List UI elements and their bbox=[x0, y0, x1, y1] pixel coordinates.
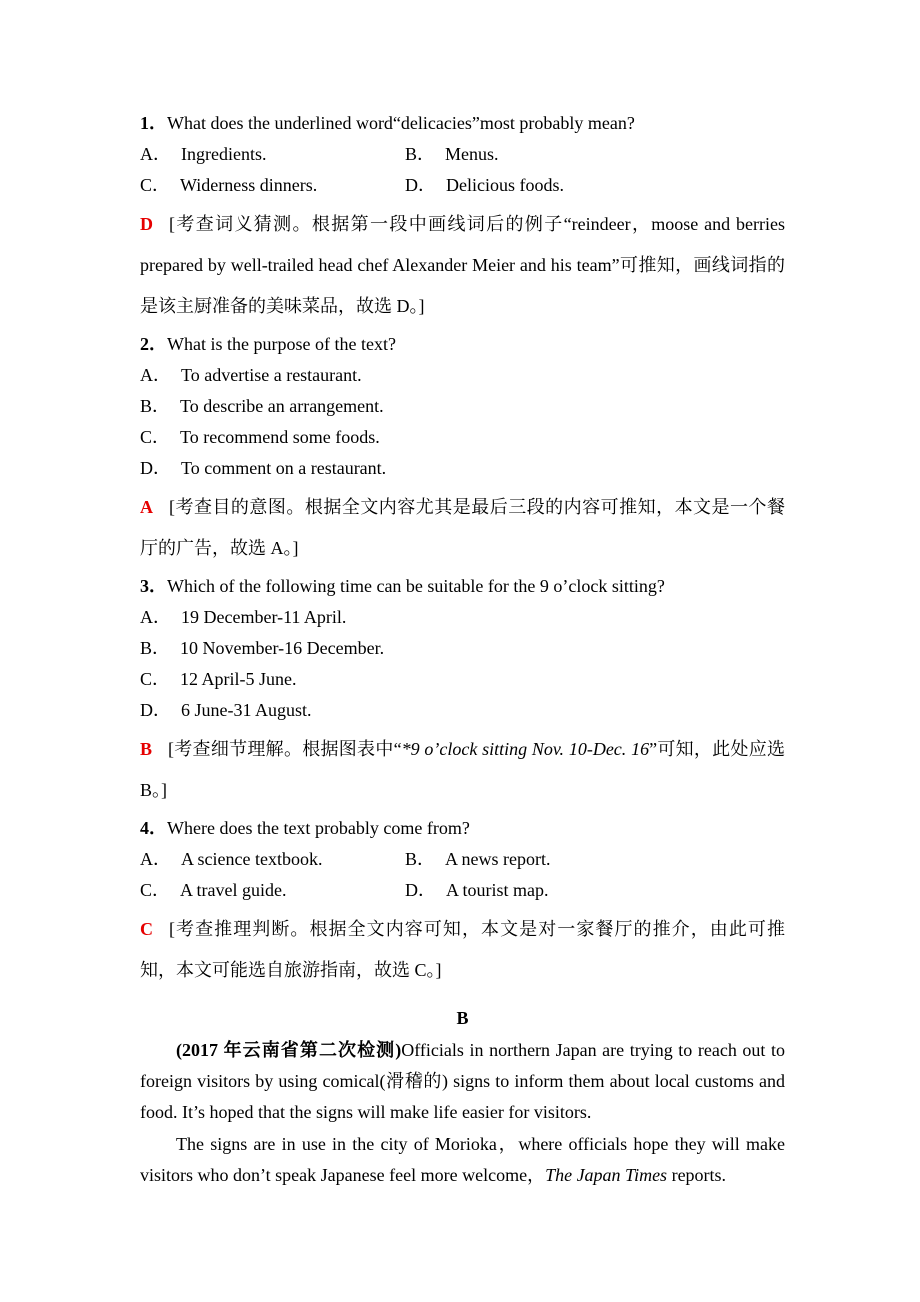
option-label: B． bbox=[405, 144, 436, 164]
option-b bbox=[140, 391, 785, 422]
explanation-text: [考查推理判断。根据全文内容可知，本文是对一家餐厅的推介，由此可推知，本文可能选自旅游指南，故选 C。] bbox=[140, 919, 785, 980]
option-label: C． bbox=[140, 175, 171, 195]
answer-letter: C bbox=[140, 919, 153, 939]
option-text: A tourist map. bbox=[446, 880, 549, 900]
option-text: A travel guide. bbox=[180, 880, 287, 900]
option-text: To comment on a restaurant. bbox=[181, 458, 387, 478]
answer-explanation bbox=[140, 729, 785, 811]
option-c bbox=[140, 422, 785, 453]
answer-explanation bbox=[140, 487, 785, 569]
option-a bbox=[140, 139, 405, 170]
question-stem-text: What does the underlined word“delicacies”most probably mean? bbox=[167, 113, 635, 133]
option-text: To describe an arrangement. bbox=[180, 396, 384, 416]
option-text: To advertise a restaurant. bbox=[181, 365, 362, 385]
question-stem bbox=[140, 813, 785, 844]
answer-letter: A bbox=[140, 497, 153, 517]
option-label: C． bbox=[140, 669, 171, 689]
option-text: 12 April-5 June. bbox=[180, 669, 297, 689]
option-label: A． bbox=[140, 607, 171, 627]
option-label: D． bbox=[140, 458, 171, 478]
option-text: 10 November-16 December. bbox=[180, 638, 385, 658]
question-number: 2． bbox=[140, 334, 167, 354]
question-number: 3． bbox=[140, 576, 167, 596]
option-text: Ingredients. bbox=[181, 144, 267, 164]
options-grid bbox=[140, 844, 785, 906]
question-block-2 bbox=[140, 329, 785, 569]
option-text: Menus. bbox=[445, 144, 499, 164]
question-stem bbox=[140, 329, 785, 360]
option-label: A． bbox=[140, 365, 171, 385]
answer-letter: B bbox=[140, 739, 153, 759]
question-block-3 bbox=[140, 571, 785, 811]
option-text: Delicious foods. bbox=[446, 175, 564, 195]
option-a bbox=[140, 844, 405, 875]
option-a bbox=[140, 360, 785, 391]
option-text: 19 December-11 April. bbox=[181, 607, 347, 627]
option-c bbox=[140, 664, 785, 695]
option-b bbox=[405, 139, 785, 170]
option-label: A． bbox=[140, 849, 171, 869]
options-list bbox=[140, 602, 785, 726]
option-text: A science textbook. bbox=[181, 849, 323, 869]
option-d bbox=[140, 695, 785, 726]
question-stem-text: Which of the following time can be suitable for the 9 o’clock sitting? bbox=[167, 576, 665, 596]
option-text: A news report. bbox=[445, 849, 551, 869]
option-label: B． bbox=[140, 638, 171, 658]
option-label: A． bbox=[140, 144, 171, 164]
options-list bbox=[140, 360, 785, 484]
option-text: 6 June-31 August. bbox=[181, 700, 312, 720]
question-stem-text: What is the purpose of the text? bbox=[167, 334, 396, 354]
question-number: 4． bbox=[140, 818, 167, 838]
option-label: D． bbox=[405, 175, 436, 195]
option-text: Widerness dinners. bbox=[180, 175, 318, 195]
explanation-text: [考查词义猜测。根据第一段中画线词后的例子“reindeer，moose and berries prepared by well-trailed head chef Alexander Meier and his team”可推知，画线词指的是该主厨准备的美味菜品，故选 D。] bbox=[140, 214, 785, 316]
options-grid bbox=[140, 139, 785, 201]
answer-explanation bbox=[140, 909, 785, 991]
question-stem bbox=[140, 108, 785, 139]
question-block-1 bbox=[140, 108, 785, 327]
question-stem-text: Where does the text probably come from? bbox=[167, 818, 470, 838]
option-label: D． bbox=[405, 880, 436, 900]
question-number: 1． bbox=[140, 113, 167, 133]
publication-name: The Japan Times bbox=[545, 1165, 668, 1185]
section-label: B bbox=[456, 1008, 469, 1028]
answer-explanation bbox=[140, 204, 785, 327]
option-b bbox=[140, 633, 785, 664]
option-text: To recommend some foods. bbox=[180, 427, 380, 447]
option-c bbox=[140, 875, 405, 906]
explanation-italic-quote: *9 o’clock sitting Nov. 10-Dec. 16 bbox=[401, 739, 650, 759]
option-label: B． bbox=[405, 849, 436, 869]
explanation-text: [考查目的意图。根据全文内容尤其是最后三段的内容可推知，本文是一个餐厅的广告，故选 A。] bbox=[140, 497, 785, 558]
passage-source-tag: (2017 年云南省第二次检测) bbox=[176, 1040, 402, 1060]
option-c bbox=[140, 170, 405, 201]
option-label: B． bbox=[140, 396, 171, 416]
explanation-text-suffix: ”可知，此处应选 B。] bbox=[140, 739, 785, 800]
option-d bbox=[405, 170, 785, 201]
passage-text: Officials in northern Japan are trying to reach out to foreign visitors by using comical(滑稽的) signs to inform them about local customs and food. It’s hoped that the signs will make life easier for visitors. bbox=[140, 1040, 785, 1122]
option-label: C． bbox=[140, 427, 171, 447]
option-label: C． bbox=[140, 880, 171, 900]
answer-letter: D bbox=[140, 214, 153, 234]
passage-paragraph-2 bbox=[140, 1129, 785, 1191]
option-label: D． bbox=[140, 700, 171, 720]
option-a bbox=[140, 602, 785, 633]
passage-text: The signs are in use in the city of Morioka，where officials hope they will make visitors who don’t speak Japanese feel more welcome， bbox=[140, 1134, 785, 1185]
passage-text: reports. bbox=[667, 1165, 727, 1185]
option-b bbox=[405, 844, 785, 875]
explanation-text-prefix: [考查细节理解。根据图表中“ bbox=[168, 739, 402, 759]
passage-paragraph-1 bbox=[140, 1035, 785, 1128]
option-d bbox=[140, 453, 785, 484]
option-d bbox=[405, 875, 785, 906]
question-stem bbox=[140, 571, 785, 602]
question-block-4 bbox=[140, 813, 785, 991]
